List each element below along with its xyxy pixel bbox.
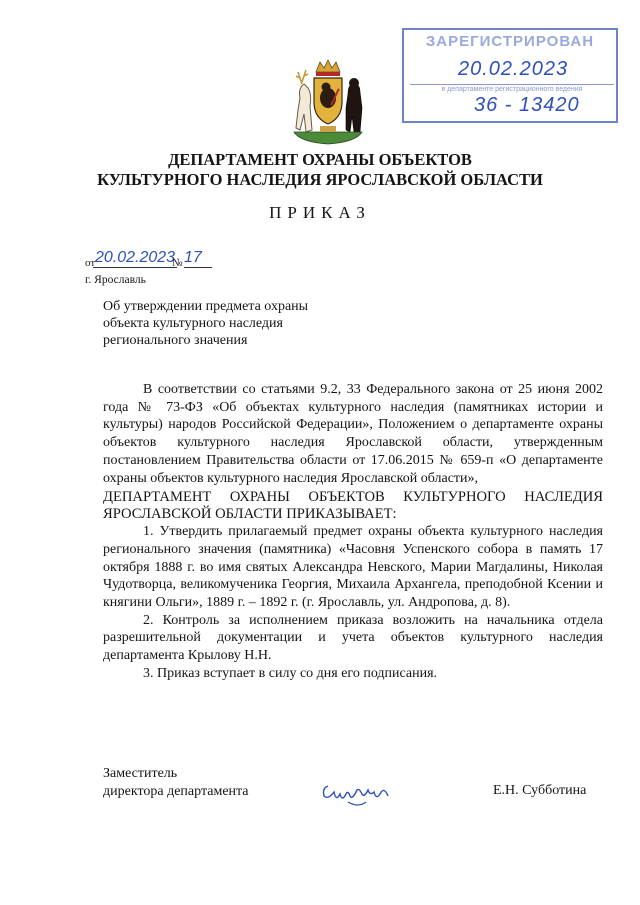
handwritten-date: 20.02.2023 <box>95 249 176 266</box>
subject-line: Об утверждении предмета охраны <box>103 299 309 314</box>
stamp-date: 20.02.2023 <box>458 58 569 80</box>
stamp-header: ЗАРЕГИСТРИРОВАН <box>425 33 595 50</box>
number-sign-label: № <box>172 257 183 269</box>
signatory-title-line2: директора департамента <box>103 784 249 799</box>
orders-statement: ДЕПАРТАМЕНТ ОХРАНЫ ОБЪЕКТОВ КУЛЬТУРНОГО НАСЛЕДИЯ ЯРОСЛАВСКОЙ ОБЛАСТИ ПРИКАЗЫВАЕТ: <box>103 489 603 523</box>
document-type-title: ПРИКАЗ <box>269 203 371 222</box>
stamp-department: в департаменте регистрационного ведения <box>410 84 614 93</box>
subject-line: объекта культурного наследия <box>103 316 283 331</box>
city-label: г. Ярославль <box>85 274 146 286</box>
order-item-3: 3. Приказ вступает в силу со дня его подписания. <box>143 665 438 681</box>
department-name-line2: КУЛЬТУРНОГО НАСЛЕДИЯ ЯРОСЛАВСКОЙ ОБЛАСТИ <box>97 170 543 189</box>
handwritten-order-number: 17 <box>184 249 212 268</box>
signatory-name: Е.Н. Субботина <box>493 783 587 798</box>
signatory-title <box>103 765 249 801</box>
signatory-title-line1: Заместитель <box>103 766 178 781</box>
handwritten-signature <box>318 772 398 812</box>
preamble-paragraph: В соответствии со статьями 9.2, 33 Федерального закона от 25 июня 2002 года № 73-ФЗ «Об объектах культурного наследия (памятниках истории и культуры) народов Российской Федерации», Положением о департаменте охраны объектов культурного наследия Ярославской области, утвержденным постановлением Правительства области от 17.06.2015 № 659-п «О департаменте охраны объектов культурного наследия Ярославской области», <box>103 382 603 486</box>
coat-of-arms-icon <box>286 58 370 148</box>
order-item-1: 1. Утвердить прилагаемый предмет охраны объекта культурного наследия регионального значения (памятника) «Часовня Успенского собора в память 17 октября 1888 г. во имя святых Александра Невского, Марии Магдалины, Николая Чудотворца, великомученика Георгия, Михаила Архангела, преподобной Ксении и княгини Ольги», 1889 г. – 1892 г. (г. Ярославль, ул. Андропова, д. 8). <box>103 524 603 611</box>
order-subject <box>103 298 308 349</box>
department-name-line1: ДЕПАРТАМЕНТ ОХРАНЫ ОБЪЕКТОВ <box>168 150 472 169</box>
subject-line: регионального значения <box>103 333 248 348</box>
registration-stamp <box>402 28 618 123</box>
order-body <box>103 381 603 683</box>
date-prefix-label: от <box>85 257 96 269</box>
order-item-2: 2. Контроль за исполнением приказа возложить на начальника отдела разрешительной документации и учета объектов культурного наследия департамента Крылову Н.Н. <box>103 612 603 664</box>
stamp-number: 36 - 13420 <box>474 94 580 116</box>
